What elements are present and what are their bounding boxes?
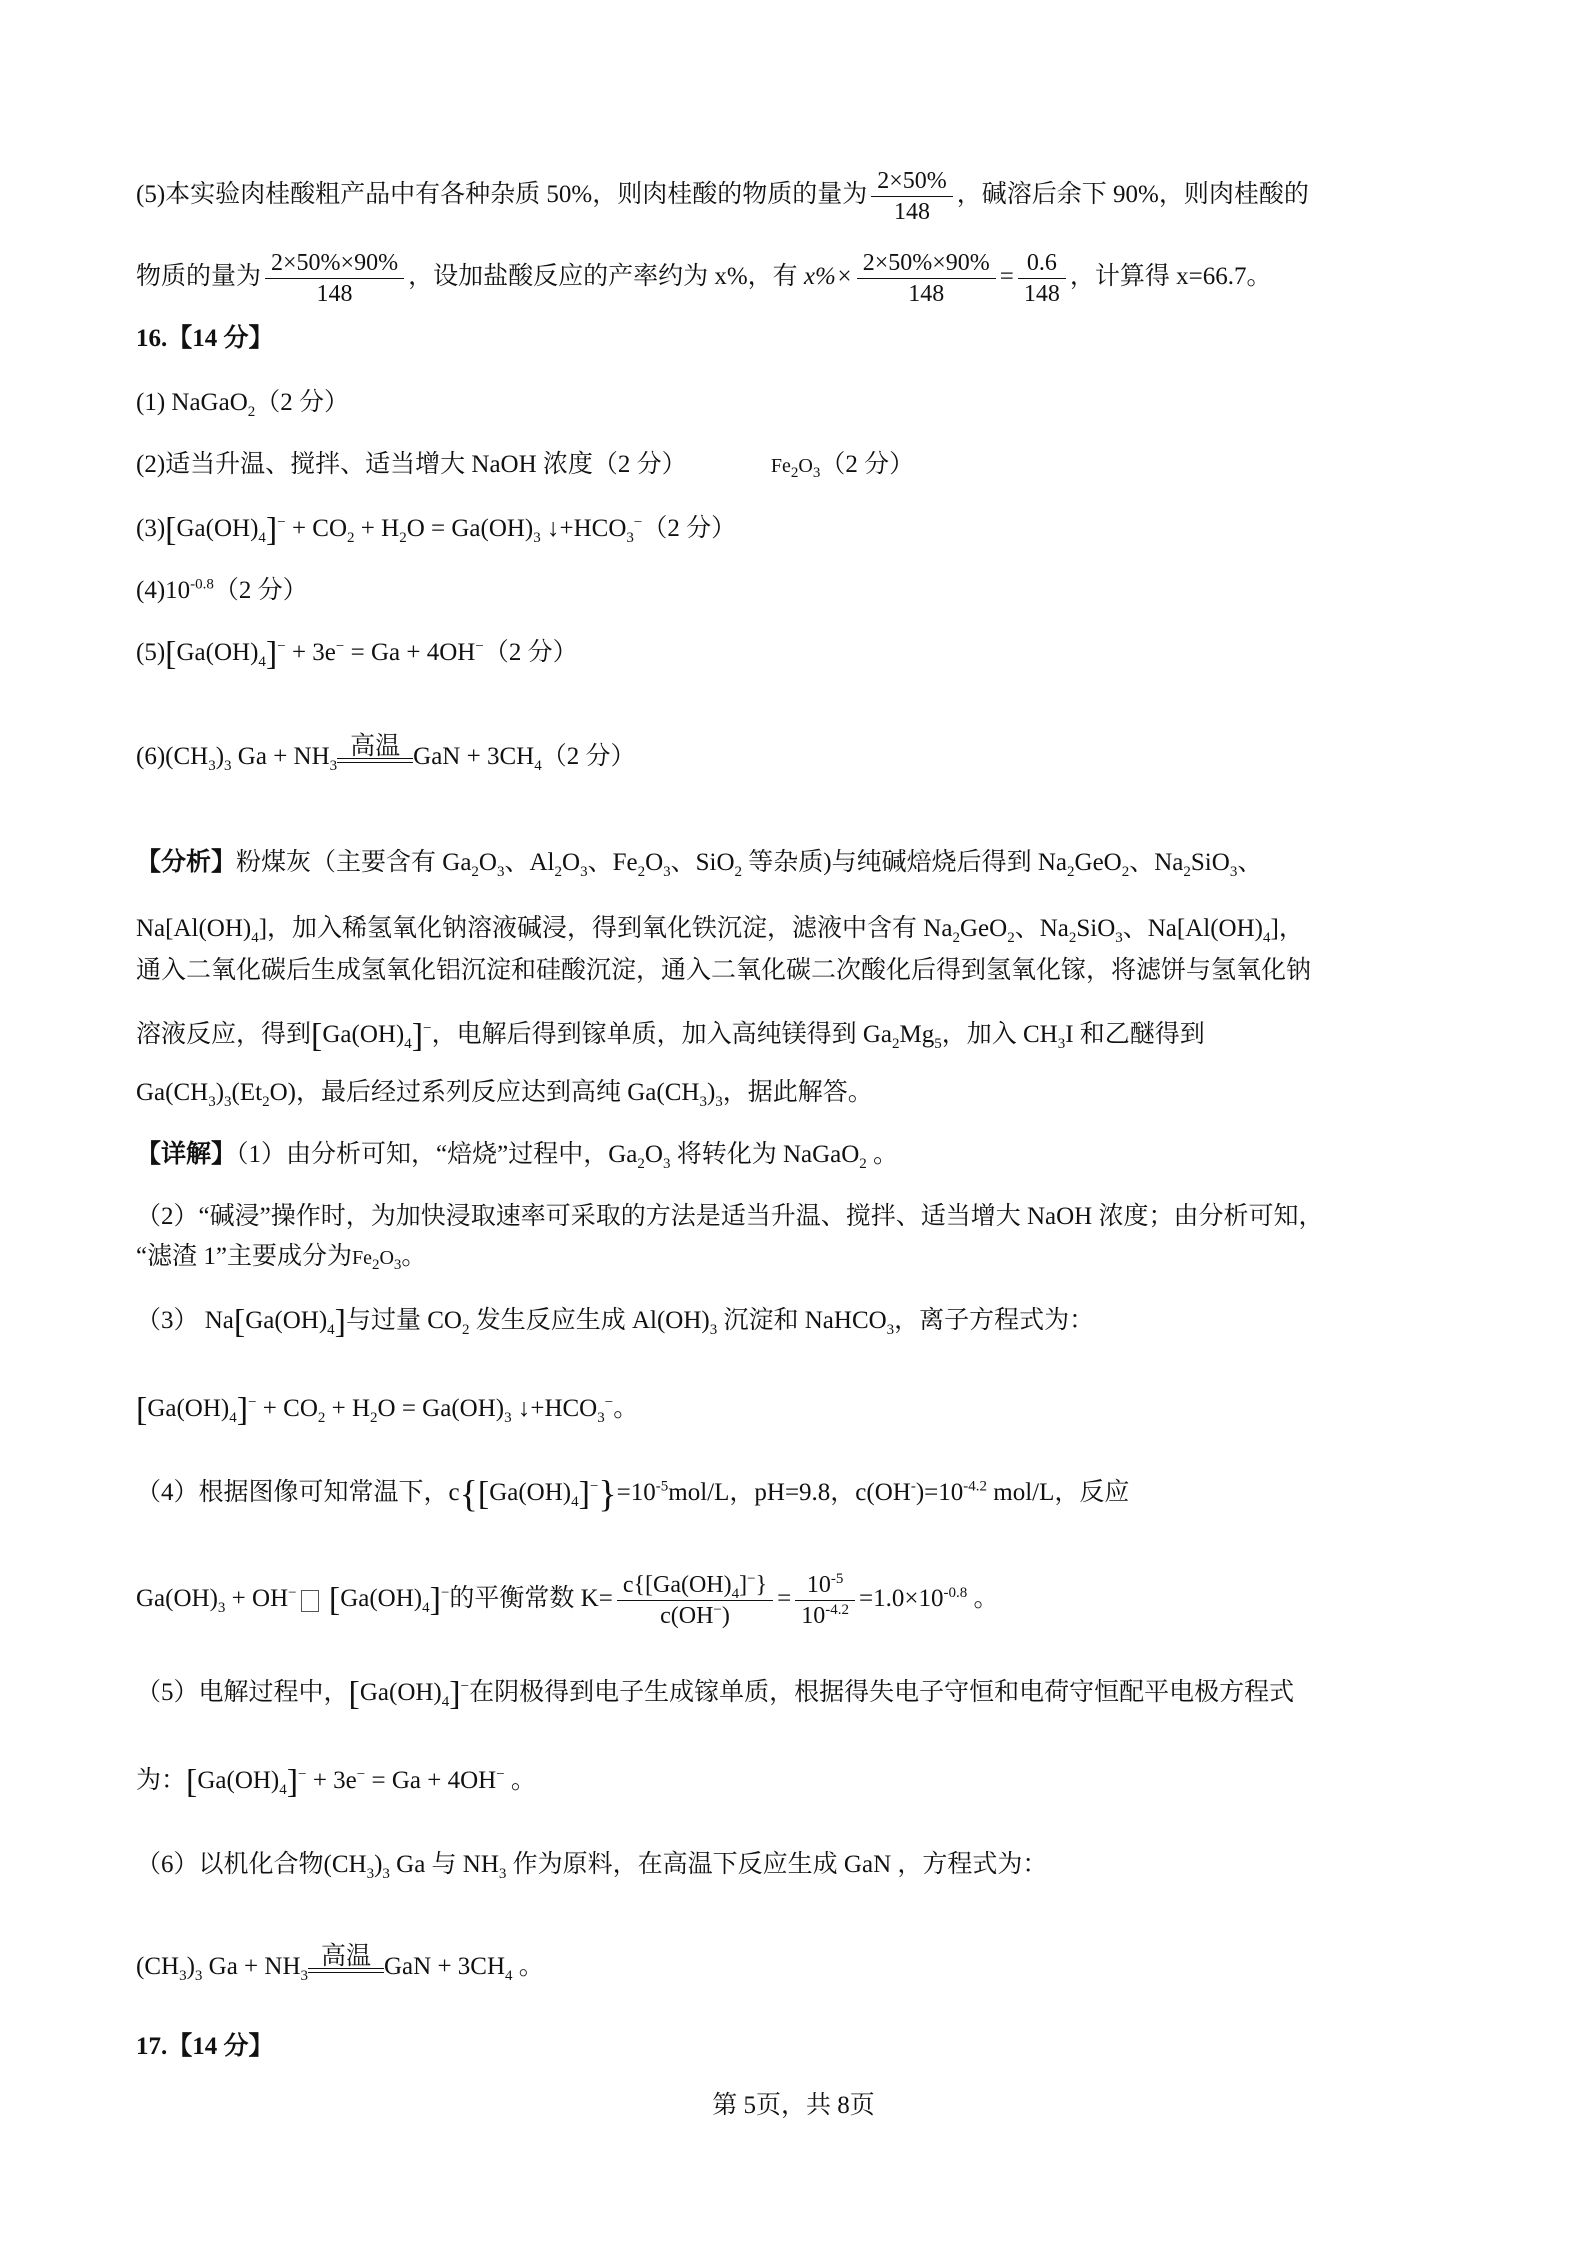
answer-5: $(5)[Ga(OH)_4]^- + 3e^- = Ga + 4OH^-(2$ 分）	[136, 635, 578, 673]
equilibrium-arrow-icon	[301, 1590, 319, 1612]
answer-4: $(4)10^{-0.8}(2$ 分）	[136, 576, 308, 604]
answer-3: $(3)[Ga(OH)_4]^- + CO_2 + H_2O = Ga(OH)_3$ $↓+HCO_3^-(2$ 分）	[136, 511, 737, 549]
fraction: $\frac{10^{-5}}{10^{-4.2}}$	[795, 1570, 855, 1631]
analysis-line: $Ga(CH_3)_3(Et_2O)$，最后经过系列反应达到高纯 $Ga(CH_3)_3$，据此解答。	[136, 1079, 873, 1110]
answer-2: (2)适当升温、搅拌、适当增大 NaOH 浓度（2 分） $Fe_2O_3(2$ 分）	[136, 451, 915, 481]
equation-line: $Ga(OH)_3 + OH^-$ $[Ga(OH)_4]^-$的平衡常数 K= $\frac{c\{[Ga(OH)_4]^-\}}{c(OH^-)}$ = $\frac{10^{-5}}{10^{-4.2}}$ $=1.0\times 10^{-0.8}$ 。	[136, 1571, 999, 1629]
analysis-line: 溶液反应，得到$[Ga(OH)_4]^-$，电解后得到镓单质，加入高纯镁得到 $Ga_2Mg_5$，加入 $CH_3I$ 和乙醚得到	[136, 1017, 1205, 1055]
detail-line: （2）“碱浸”操作时，为加快浸取速率可采取的方法是适当升温、搅拌、适当增大 NaOH 浓度；由分析可知，	[136, 1203, 1324, 1230]
equation-line: 为：$[Ga(OH)_4]^- + 3e^- = Ga + 4OH^-$ 。	[136, 1763, 536, 1801]
analysis-line: $Na[Al(OH)_4]$，加入稀氢氧化钠溶液碱浸，得到氧化铁沉淀，滤液中含有 $Na_2GeO_2$、$Na_2SiO_3$、$Na[Al(OH)_4]$，	[136, 915, 1304, 946]
fraction: $\frac{2\times 50\%\times 90\%}{148}$	[265, 248, 404, 309]
equation-line: $(CH_3)_3$ $Ga + NH_3$ 高温 GaN + $3CH_4$ 。	[136, 1943, 544, 1984]
detail-line: （4）根据图像可知常温下，$c\{[Ga(OH)_4]^-\}=10^{-5}mol/L$，pH=9.8，$c(OH^-)=10^{-4.2}$ mol/L，反应	[136, 1473, 1130, 1516]
answer-1: (1) NaGaO$_2$（2 分）	[136, 389, 350, 420]
fraction: $\frac{0.6}{148}$	[1018, 248, 1066, 309]
text-line: 物质的量为 $\frac{2\times 50\%\times 90\%}{148}$ ，设加盐酸反应的产率约为 x%，有 x%× $\frac{2\times 50\%\times 90\%}{148}$ = $\frac{0.6}{148}$ ，计算得 x=66.7。	[136, 250, 1272, 307]
analysis-line: 【分析】粉煤灰（主要含有 $Ga_2O_3$、$Al_2O_3$、$Fe_2O_3$、SiO$_2$ 等杂质)与纯碱焙烧后得到 $Na_2GeO_2$、$Na_2SiO_3$、	[136, 849, 1263, 880]
fraction: $\frac{c\{[Ga(OH)_4]^-\}}{c(OH^-)}$	[617, 1570, 773, 1631]
fraction: $\frac{2\times 50\%}{148}$	[871, 166, 953, 227]
answer-6: $(6)(CH_3)_3$ $Ga + NH_3$ 高温 GaN + $3CH_4(2$ 分）	[136, 733, 636, 774]
analysis-line: 通入二氧化碳后生成氢氧化铝沉淀和硅酸沉淀，通入二氧化碳二次酸化后得到氢氧化镓，将滤饼与氢氧化钠	[136, 957, 1312, 984]
question-number: 16.【14 分】	[136, 325, 274, 352]
equation-line: $[Ga(OH)_4]^- + CO_2 + H_2O = Ga(OH)_3$ $↓+HCO_3^-$。	[136, 1391, 639, 1429]
detail-line: （3） $Na[Ga(OH)_4]$与过量 $CO_2$ 发生反应生成 $Al(OH)_3$ 沉淀和 NaHCO$_3$，离子方程式为：	[136, 1303, 1095, 1341]
text-line: (5)本实验肉桂酸粗产品中有各种杂质 50%，则肉桂酸的物质的量为 $\frac{2\times 50\%}{148}$ ，碱溶后余下 90%，则肉桂酸的	[136, 168, 1309, 225]
page-footer: 第 5页，共 8页	[712, 2092, 875, 2119]
question-number: 17.【14 分】	[136, 2033, 274, 2060]
detail-line: 【详解】（1）由分析可知，“焙烧”过程中，$Ga_2O_3$ 将转化为 NaGaO$_2$ 。	[136, 1141, 899, 1172]
detail-line: （6）以机化合物$(CH_3)_3$ Ga 与 $NH_3$ 作为原料，在高温下反应生成 GaN ，方程式为：	[136, 1851, 1048, 1882]
detail-line: （5）电解过程中，$[Ga(OH)_4]^-$在阴极得到电子生成镓单质，根据得失电子守恒和电荷守恒配平电极方程式	[136, 1675, 1295, 1713]
fraction: $\frac{2\times 50\%\times 90\%}{148}$	[857, 248, 996, 309]
detail-line: “滤渣 1”主要成分为$Fe_2O_3$。	[136, 1243, 427, 1273]
